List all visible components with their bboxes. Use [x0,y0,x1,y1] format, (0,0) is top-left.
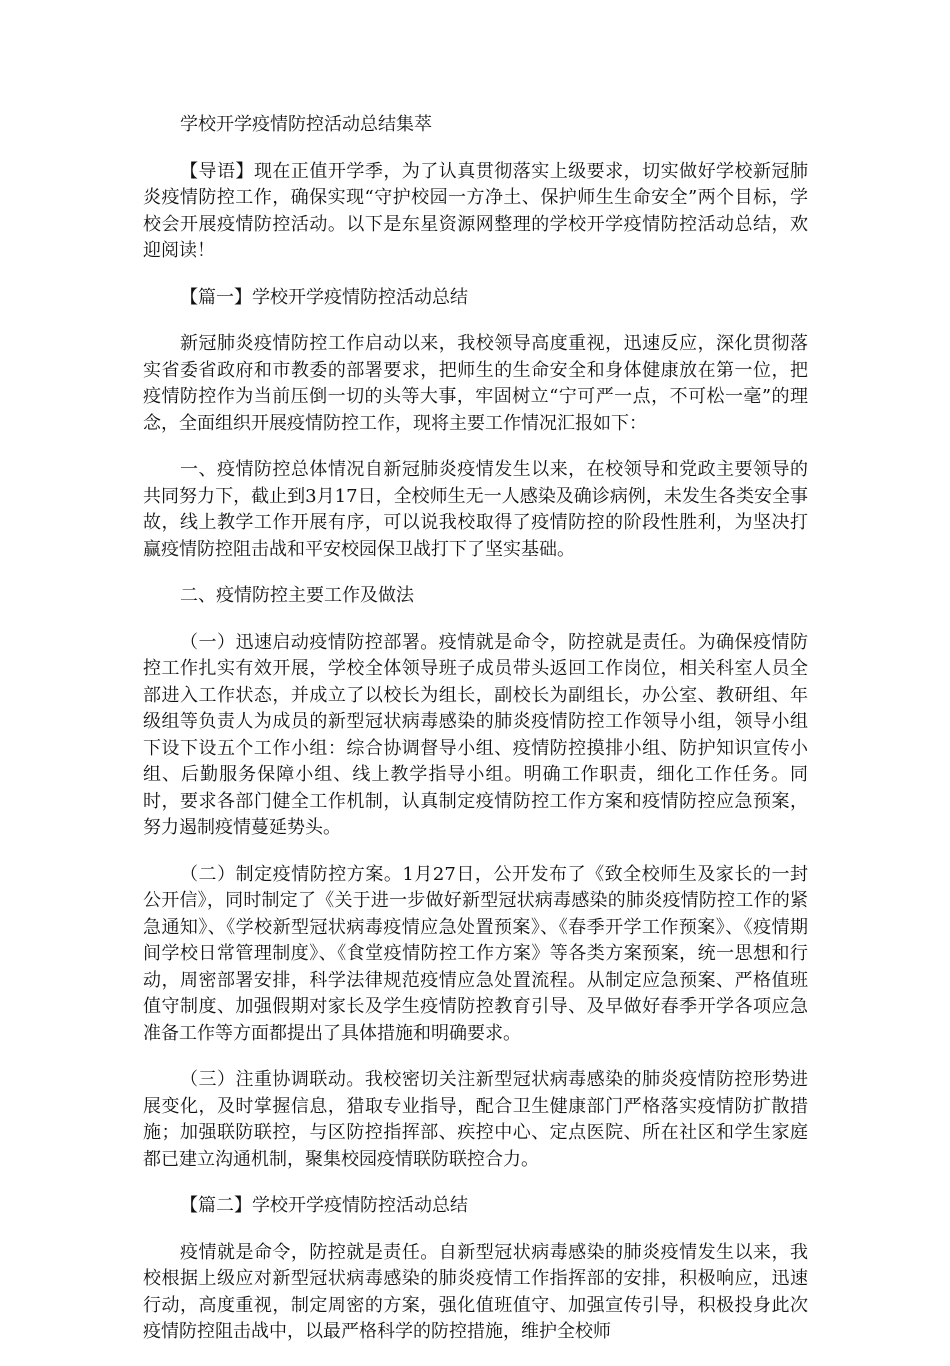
section1-heading: 【篇一】学校开学疫情防控活动总结 [180,286,468,308]
section1-subheading: 二、疫情防控主要工作及做法 [180,585,414,606]
document-title: 学校开学疫情防控活动总结集萃 [180,114,432,135]
section1-paragraph: 一、疫情防控总体情况自新冠肺炎疫情发生以来，在校领导和党政主要领导的共同努力下，截止到3月17日，全校师生无一人感染及确诊病例，未发生各类安全事故，线上教学工作开展有序，可以说我校取得了疫情防控的阶段性胜利，为坚决打赢疫情防控阻击战和平安校园保卫战打下了坚实基础。 [143,459,808,560]
section2-paragraph: 疫情就是命令，防控就是责任。自新型冠状病毒感染的肺炎疫情发生以来，我校根据上级应对新型冠状病毒感染的肺炎疫情工作指挥部的安排，积极响应，迅速行动，高度重视，制定周密的方案，强化值班值守、加强宣传引导，积极投身此次疫情防控阻击战中，以最严格科学的防控措施，维护全校师 [143,1241,808,1342]
document-page [143,112,808,1366]
section1-paragraph: （三）注重协调联动。我校密切关注新型冠状病毒感染的肺炎疫情防控形势进展变化，及时掌握信息，猎取专业指导，配合卫生健康部门严格落实疫情防扩散措施；加强联防联控，与区防控指挥部、疾控中心、定点医院、所在社区和学生家庭都已建立沟通机制，聚集校园疫情联防联控合力。 [143,1069,808,1170]
section1-paragraph: 新冠肺炎疫情防控工作启动以来，我校领导高度重视，迅速反应，深化贯彻落实省委省政府和市教委的部署要求，把师生的生命安全和身体健康放在第一位，把疫情防控作为当前压倒一切的头等大事，牢固树立“宁可严一点，不可松一毫”的理念，全面组织开展疫情防控工作，现将主要工作情况汇报如下： [143,333,808,434]
section1-paragraph: （一）迅速启动疫情防控部署。疫情就是命令，防控就是责任。为确保疫情防控工作扎实有效开展，学校全体领导班子成员带头返回工作岗位，相关科室人员全部进入工作状态，并成立了以校长为组长，副校长为副组长，办公室、教研组、年级组等负责人为成员的新型冠状病毒感染的肺炎疫情防控工作领导小组，领导小组下设下设五个工作小组：综合协调督导小组、疫情防控摸排小组、防护知识宣传小组、后勤服务保障小组、线上教学指导小组。明确工作职责，细化工作任务。同时，要求各部门健全工作机制，认真制定疫情防控工作方案和疫情防控应急预案，努力遏制疫情蔓延势头。 [143,631,808,838]
section1-paragraph: （二）制定疫情防控方案。1月27日，公开发布了《致全校师生及家长的一封公开信》，同时制定了《关于进一步做好新型冠状病毒感染的肺炎疫情防控工作的紧急通知》、《学校新型冠状病毒疫情应急处置预案》、《春季开学工作预案》、《疫情期间学校日常管理制度》、《食堂疫情防控工作方案》等各类方案预案，统一思想和行动，周密部署安排，科学法律规范疫情应急处置流程。从制定应急预案、严格值班值守制度、加强假期对家长及学生疫情防控教育引导、及早做好春季开学各项应急准备工作等方面都提出了具体措施和明确要求。 [143,863,808,1044]
section2-heading: 【篇二】学校开学疫情防控活动总结 [180,1195,468,1216]
intro-paragraph: 【导语】现在正值开学季，为了认真贯彻落实上级要求，切实做好学校新冠肺炎疫情防控工作，确保实现“守护校园一方净土、保护师生生命安全”两个目标，学校会开展疫情防控活动。以下是东星资源网整理的学校开学疫情防控活动总结，欢迎阅读！ [143,160,808,261]
